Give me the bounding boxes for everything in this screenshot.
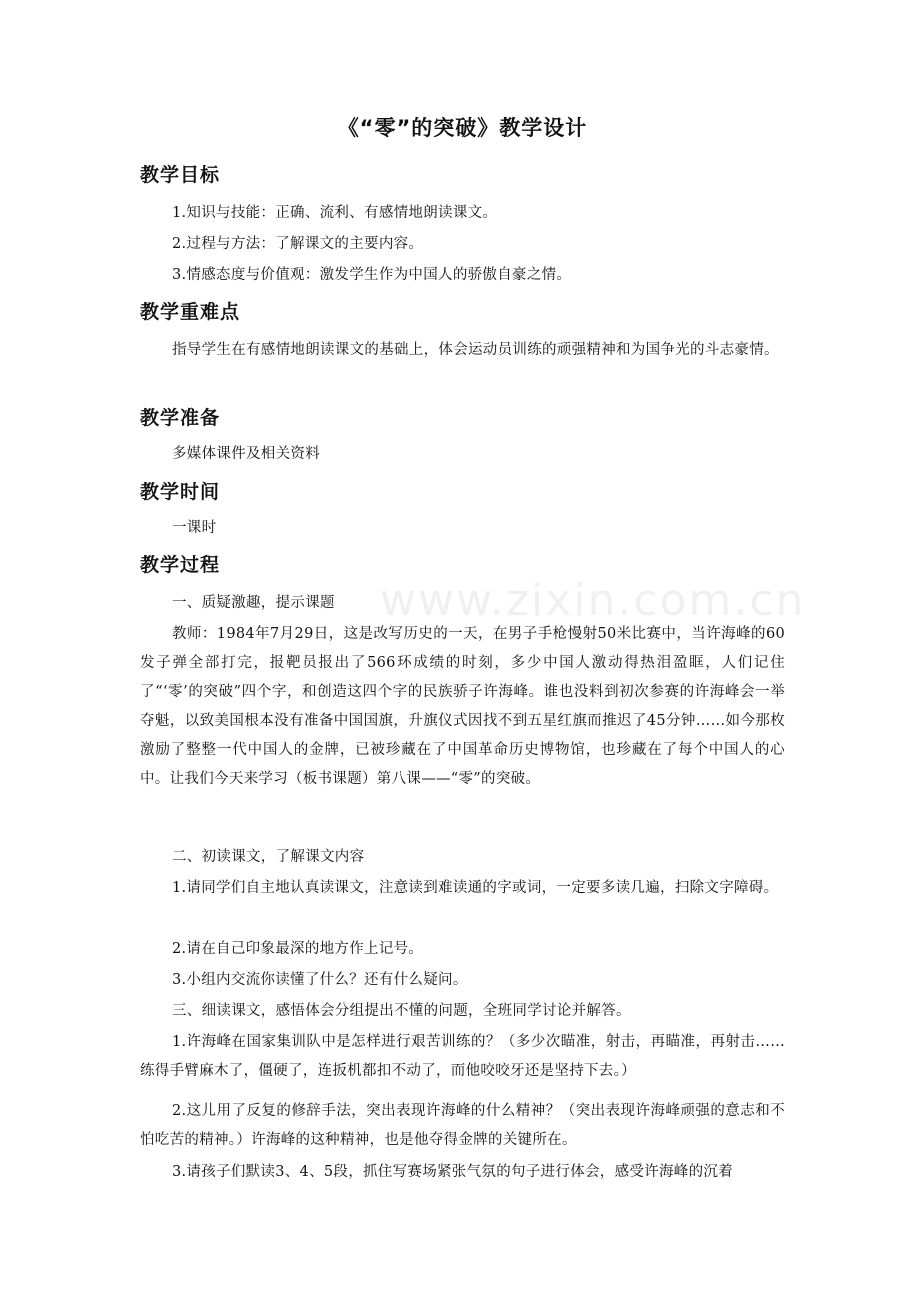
reading-task-2: 2.请在自己印象最深的地方作上记号。 (172, 941, 424, 957)
process-step-2-heading: 二、初读课文，了解课文内容 (172, 849, 365, 865)
reading-task-3: 3.小组内交流你读懂了什么？还有什么疑问。 (172, 972, 468, 988)
question-1: 1.许海峰在国家集训队中是怎样进行艰苦训练的？（多少次瞄准，射击，再瞄准，再射击……练得手臂麻木了，僵硬了，连扳机都扣不动了，而他咬咬牙还是坚持下去。） (140, 1034, 785, 1079)
question-2: 2.这儿用了反复的修辞手法，突出表现许海峰的什么精神？（突出表现许海峰顽强的意志和不怕吃苦的精神。）许海峰的这种精神，也是他夺得金牌的关键所在。 (140, 1103, 785, 1148)
heading-time: 教学时间 (140, 481, 221, 503)
document-title: 《“零”的突破》教学设计 (337, 116, 588, 140)
heading-process: 教学过程 (140, 554, 221, 576)
goal-item-3: 3.情感态度与价值观：激发学生作为中国人的骄傲自豪之情。 (172, 267, 572, 283)
goal-item-1: 1.知识与技能：正确、流利、有感情地朗读课文。 (172, 205, 498, 221)
reading-task-1: 1.请同学们自主地认真读课文，注意读到难读通的字或词，一定要多读几遍，扫除文字障碍。 (172, 880, 779, 896)
heading-teaching-goals: 教学目标 (140, 164, 221, 186)
process-step-1-heading: 一、质疑激趣，提示课题 (172, 595, 335, 611)
key-points-text: 指导学生在有感情地朗读课文的基础上，体会运动员训练的顽强精神和为国争光的斗志豪情。 (172, 342, 779, 358)
process-step-3-heading: 三、细读课文，感悟体会分组提出不懂的问题，全班同学讨论并解答。 (172, 1003, 631, 1019)
watermark: www.zixin.com.cn (380, 575, 806, 626)
question-3: 3.请孩子们默读3、4、5段，抓住写赛场紧张气氛的句子进行体会，感受许海峰的沉着 (172, 1164, 734, 1180)
heading-key-points: 教学重难点 (140, 301, 241, 323)
preparation-text: 多媒体课件及相关资料 (172, 446, 320, 462)
heading-preparation: 教学准备 (140, 407, 221, 429)
goal-item-2: 2.过程与方法：了解课文的主要内容。 (172, 236, 424, 252)
teacher-intro-paragraph: 教师：1984年7月29日，这是改写历史的一天，在男子手枪慢射50米比赛中，当许海峰的60发子弹全部打完，报靶员报出了566环成绩的时刻，多少中国人激动得热泪盈眶，人们记住了“‘零’的突破”四个字，和创造这四个字的民族骄子许海峰。谁也没料到初次参赛的许海峰会一举夺魁，以致美国根本没有准备中国国旗，升旗仪式因找不到五星红旗而推迟了45分钟……如今那枚激励了整整一代中国人的金牌，已被珍藏在了中国革命历史博物馆，也珍藏在了每个中国人的心中。让我们今天来学习（板书课题）第八课——“零”的突破。 (140, 626, 785, 787)
time-text: 一课时 (172, 520, 217, 536)
